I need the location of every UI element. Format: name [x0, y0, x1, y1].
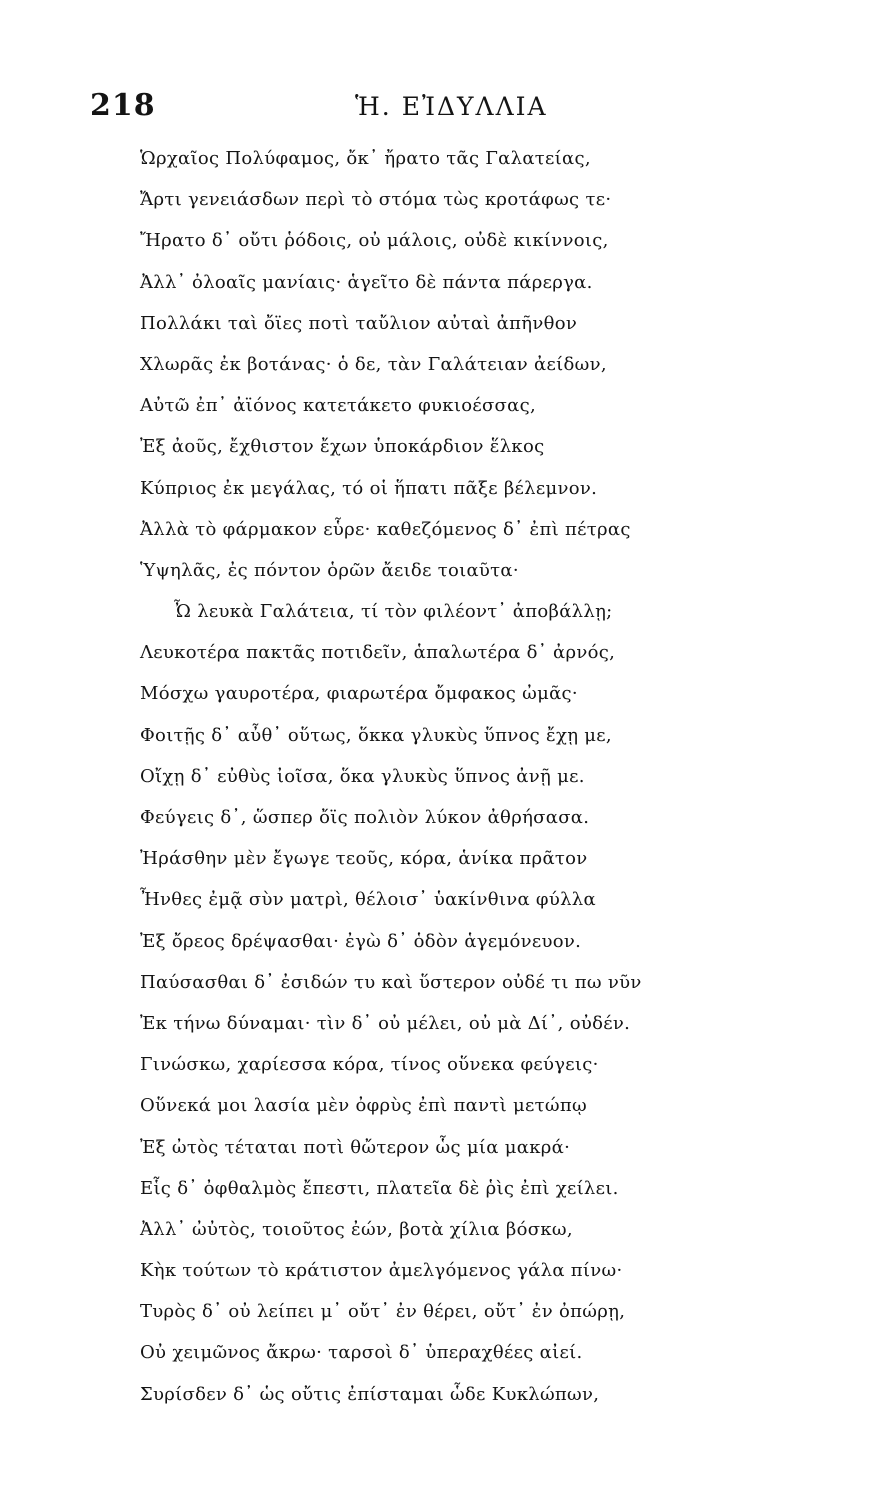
- page-number: 218: [90, 88, 156, 123]
- verse-line: Ἐξ ὠτὸς τέταται ποτὶ θὤτερον ὧς μία μακρά·: [140, 1136, 571, 1158]
- verse-line: Ὡρχαῖος Πολύφαμος, ὄκ᾽ ἤρατο τᾶς Γαλατείας,: [140, 148, 591, 169]
- verse-line: Κὴκ τούτων τὸ κράτιστον ἀμελγόμενος γάλα πίνω·: [140, 1260, 623, 1282]
- verse-line: Εἷς δ᾽ ὀφθαλμὸς ἔπεστι, πλατεῖα δὲ ῥὶς ἐπὶ χείλει.: [140, 1177, 619, 1199]
- verse-line: Χλωρᾶς ἐκ βοτάνας· ὁ δε, τὰν Γαλάτειαν ἀείδων,: [140, 353, 607, 375]
- verse-line: Οἴχῃ δ᾽ εὐθὺς ἰοῖσα, ὅκα γλυκὺς ὕπνος ἀνῇ με.: [140, 765, 585, 787]
- verse-line: Ἐξ ὄρεος δρέψασθαι· ἐγὼ δ᾽ ὁδὸν ἁγεμόνευον.: [140, 930, 582, 952]
- verse-line: Ἦνθες ἐμᾷ σὺν ματρὶ, θέλοισ᾽ ὑακίνθινα φύλλα: [140, 889, 596, 911]
- verse-line: Φοιτῇς δ᾽ αὖθ᾽ οὕτως, ὅκκα γλυκὺς ὕπνος ἔχῃ με,: [140, 724, 612, 746]
- running-title: Ἡ. ΕἸΔΥΛΛΙΑ: [355, 92, 548, 121]
- verse-line: Γινώσκω, χαρίεσσα κόρα, τίνος οὕνεκα φεύγεις·: [140, 1054, 599, 1076]
- verse-line: Φεύγεις δ᾽, ὥσπερ ὄϊς πολιὸν λύκον ἀθρήσασα.: [140, 807, 590, 828]
- page-header: [90, 88, 750, 128]
- verse-line: Τυρὸς δ᾽ οὐ λείπει μ᾽ οὔτ᾽ ἐν θέρει, οὔτ᾽ ἐν ὀπώρῃ,: [140, 1301, 626, 1323]
- verse-line: Πολλάκι ταὶ ὄϊες ποτὶ ταὔλιον αὐταὶ ἀπῆνθον: [140, 312, 578, 334]
- verse-line: Αὐτῶ ἐπ᾽ ἀϊόνος κατετάκετο φυκιοέσσας,: [140, 395, 536, 417]
- verse-line: Οὕνεκά μοι λασία μὲν ὀφρὺς ἐπὶ παντὶ μετώπῳ: [140, 1095, 587, 1117]
- verse-line-indented: Ὦ λευκὰ Γαλάτεια, τί τὸν φιλέοντ᾽ ἀποβάλλῃ;: [174, 601, 613, 623]
- verse-line: Ἀλλ᾽ ὀλοαῖς μανίαις· ἁγεῖτο δὲ πάντα πάρεργα.: [140, 271, 593, 293]
- verse-line: Ἐκ τήνω δύναμαι· τὶν δ᾽ οὐ μέλει, οὐ μὰ Δί᾽, οὐδέν.: [140, 1012, 631, 1034]
- verse-line: Ἀλλ᾽ ὠὐτὸς, τοιοῦτος ἐών, βοτὰ χίλια βόσκω,: [140, 1218, 573, 1240]
- verse-line: Ἀλλὰ τὸ φάρμακον εὗρε· καθεζόμενος δ᾽ ἐπὶ πέτρας: [140, 518, 631, 540]
- verse-line: Οὐ χειμῶνος ἄκρω· ταρσοὶ δ᾽ ὑπεραχθέες αἰεί.: [140, 1342, 583, 1364]
- verse-line: Ἠράσθην μὲν ἔγωγε τεοῦς, κόρα, ἁνίκα πρᾶτον: [140, 848, 588, 870]
- verse-line: Παύσασθαι δ᾽ ἐσιδών τυ καὶ ὕστερον οὐδέ τι πω νῦν: [140, 971, 642, 993]
- verse-line: Κύπριος ἐκ μεγάλας, τό οἱ ἥπατι πᾶξε βέλεμνον.: [140, 477, 598, 499]
- verse-line: Μόσχω γαυροτέρα, φιαρωτέρα ὄμφακος ὠμᾶς·: [140, 683, 578, 705]
- verse-line: Ἤρατο δ᾽ οὔτι ῥόδοις, οὐ μάλοις, οὐδὲ κικίννοις,: [140, 230, 609, 252]
- verse-line: Ἄρτι γενειάσδων περὶ τὸ στόμα τὼς κροτάφως τε·: [140, 189, 612, 211]
- verse-line: Ἐξ ἀοῦς, ἔχθιστον ἔχων ὑποκάρδιον ἕλκος: [140, 436, 545, 458]
- verse-line: Λευκοτέρα πακτᾶς ποτιδεῖν, ἁπαλωτέρα δ᾽ ἀρνός,: [140, 642, 616, 664]
- verse-block: [140, 138, 780, 1415]
- verse-line: Συρίσδεν δ᾽ ὡς οὔτις ἐπίσταμαι ὧδε Κυκλώπων,: [140, 1383, 600, 1405]
- verse-line: Ὑψηλᾶς, ἐς πόντον ὁρῶν ἄειδε τοιαῦτα·: [140, 559, 519, 581]
